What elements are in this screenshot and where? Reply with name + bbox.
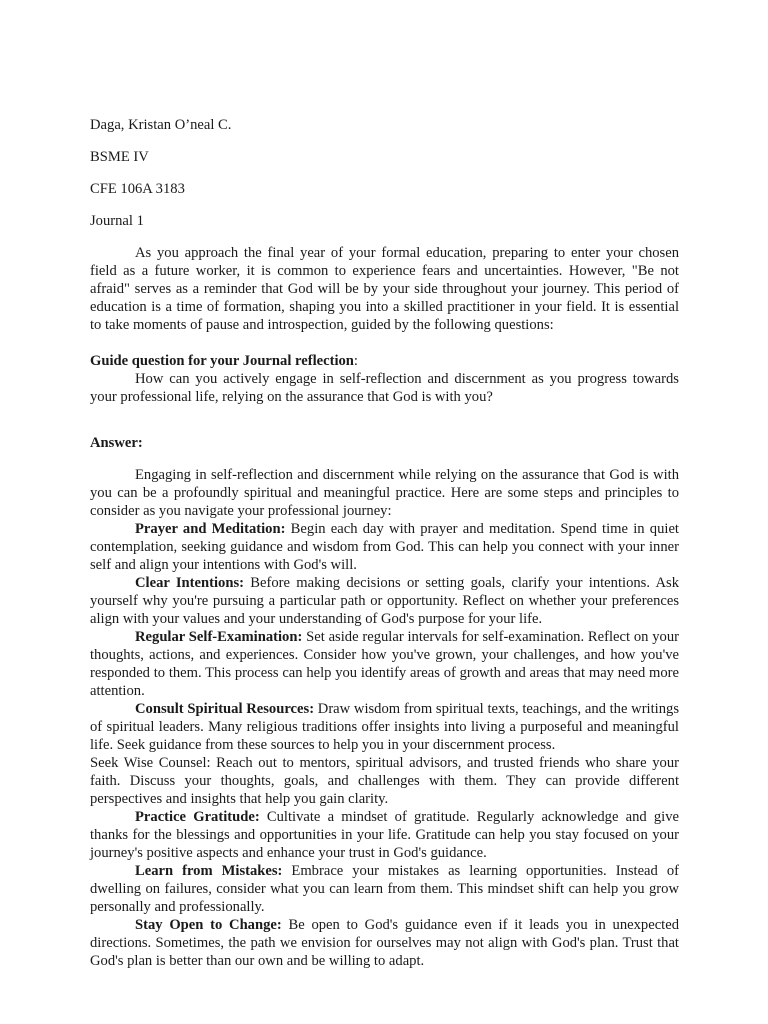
step-prayer (90, 520, 679, 574)
guide-colon: : (353, 353, 358, 369)
step-gratitude (90, 808, 679, 862)
program-year: BSME IV (90, 149, 149, 165)
answer-label: Answer: (90, 435, 143, 451)
journal-document (90, 116, 679, 970)
step-text: Cultivate a mindset of gratitude. Regularly acknowledge and give thanks for the blessings and opportunities in your life. Gratitude can help you stay focused on your journey's positive aspects and enhance your trust in God's guidance. (90, 809, 680, 861)
guide-label: Guide question for your Journal reflection (90, 353, 354, 369)
student-name: Daga, Kristan O’neal C. (90, 117, 232, 133)
step-mistakes (90, 862, 679, 916)
step-intentions (90, 574, 679, 628)
step-text: Set aside regular intervals for self-examination. Reflect on your thoughts, actions, and experiences. Consider how you've grown, your challenges, and how you've responded to them. This process can help you identify areas of growth and areas that may need more attention. (90, 629, 679, 699)
step-open-to-change (90, 916, 679, 970)
step-self-examination (90, 628, 679, 700)
step-title: Regular Self-Examination: (135, 629, 303, 645)
step-text: Draw wisdom from spiritual texts, teachings, and the writings of spiritual leaders. Many religious traditions offer insights into living a purposeful and meaningful life. Seek guidance from these sources to help you in your discernment process. (90, 701, 679, 753)
step-text: Be open to God's guidance even if it leads you in unexpected directions. Sometimes, the path we envision for ourselves may not align with God's plan. Trust that God's plan is better than our own and be willing to adapt. (90, 917, 679, 969)
answer-intro: Engaging in self-reflection and discernment while relying on the assurance that God is with you can be a profoundly spiritual and meaningful practice. Here are some steps and principles to consider as you navigate your professional journey: (90, 467, 679, 519)
intro-paragraph: As you approach the final year of your formal education, preparing to enter your chosen field as a future worker, it is common to experience fears and uncertainties. However, "Be not afraid" serves as a reminder that God will be by your side throughout your journey. This period of education is a time of formation, shaping you into a skilled practitioner in your field. It is essential to take moments of pause and introspection, guided by the following questions: (90, 245, 679, 333)
guide-heading (90, 352, 679, 370)
step-title: Stay Open to Change: (135, 917, 282, 933)
step-title: Prayer and Meditation: (135, 521, 286, 537)
step-text: Begin each day with prayer and meditation. Spend time in quiet contemplation, seeking guidance and wisdom from God. This can help you connect with your inner self and align your intentions with God's will. (90, 521, 679, 573)
step-wise-counsel: Seek Wise Counsel: Reach out to mentors, spiritual advisors, and trusted friends who share your faith. Discuss your thoughts, goals, and challenges with them. They can provide different perspectives and insights that help you gain clarity. (90, 755, 679, 807)
guide-question: How can you actively engage in self-reflection and discernment as you progress towards your professional life, relying on the assurance that God is with you? (90, 371, 679, 405)
step-text: Embrace your mistakes as learning opportunities. Instead of dwelling on failures, consider what you can learn from them. This mindset shift can help you grow personally and professionally. (90, 863, 679, 915)
step-title: Learn from Mistakes: (135, 863, 283, 879)
step-spiritual-resources (90, 700, 679, 754)
journal-title: Journal 1 (90, 213, 144, 229)
step-text: Before making decisions or setting goals, clarify your intentions. Ask yourself why you're pursuing a particular path or opportunity. Reflect on whether your preferences align with your values and your understanding of God's purpose for your life. (90, 575, 679, 627)
step-title: Consult Spiritual Resources: (135, 701, 315, 717)
course-code: CFE 106A 3183 (90, 181, 185, 197)
step-title: Practice Gratitude: (135, 809, 260, 825)
step-title: Clear Intentions: (135, 575, 244, 591)
